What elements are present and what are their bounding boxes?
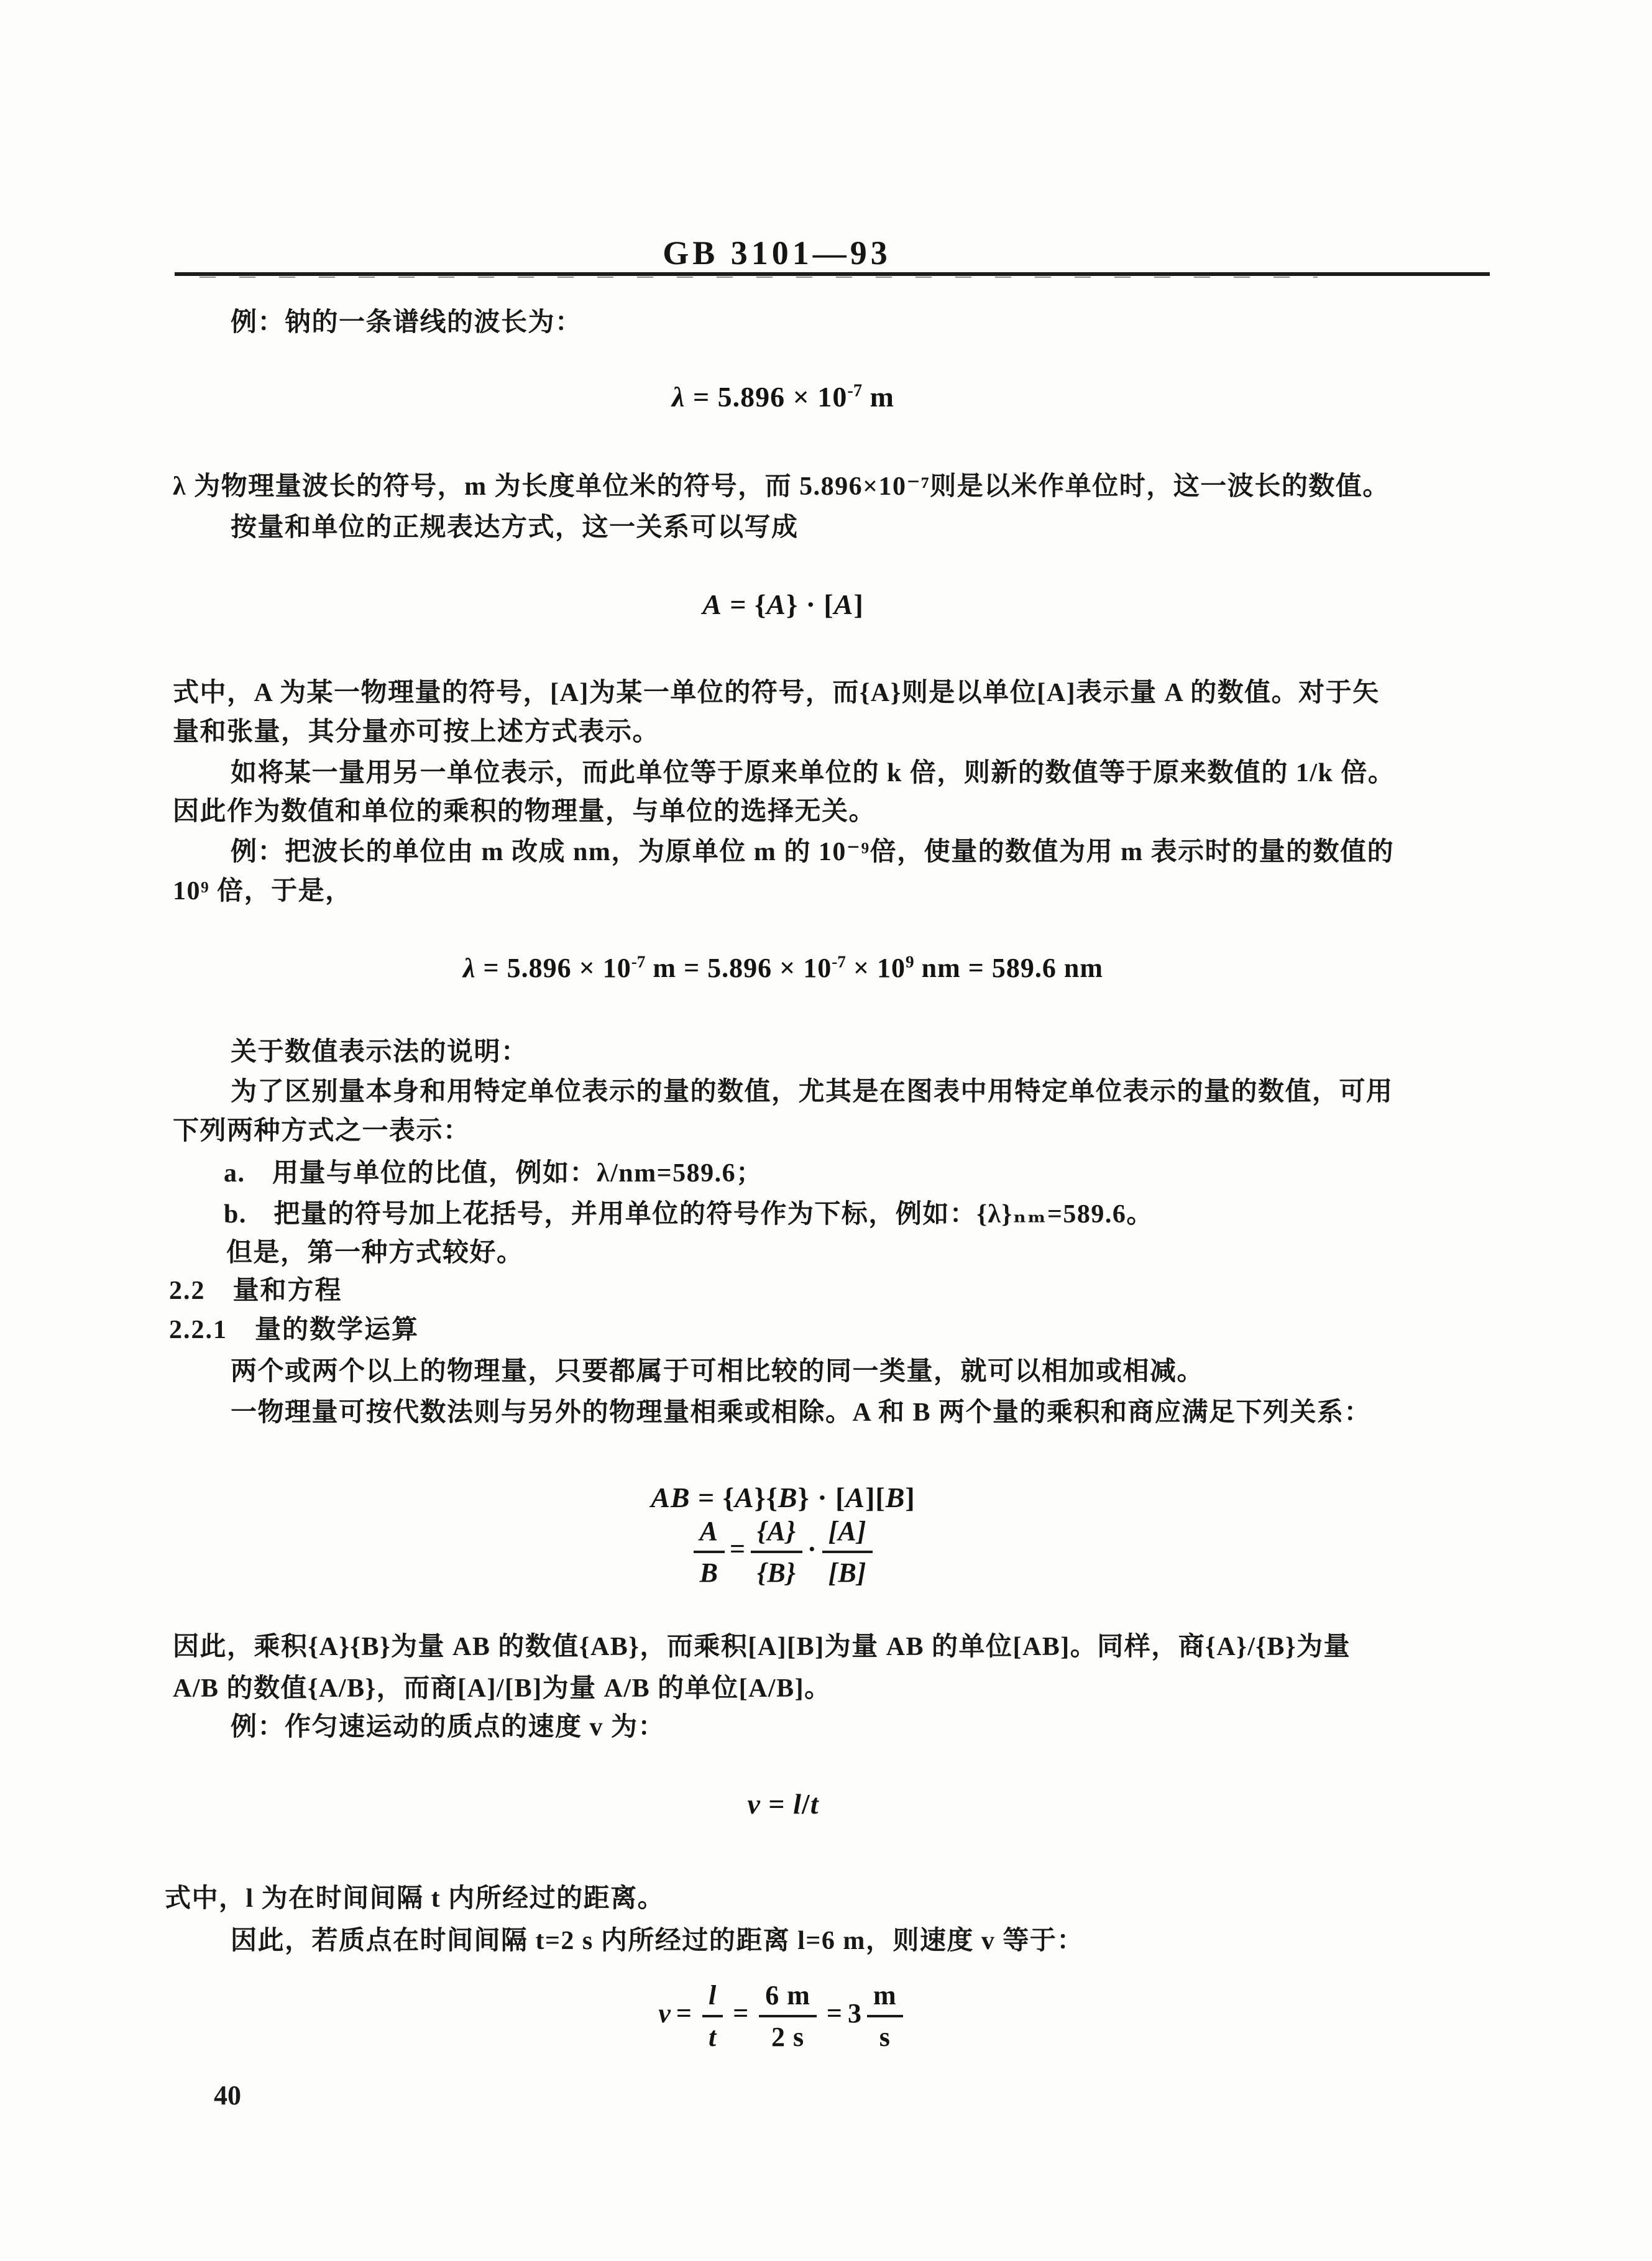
- formula-token: ]: [853, 589, 864, 620]
- fraction: [867, 1979, 903, 2053]
- fraction-numerator: {A}: [751, 1515, 802, 1553]
- section-heading-2-2: 2.2 量和方程: [169, 1277, 342, 1305]
- formula-token: ]: [905, 1482, 915, 1513]
- formula-token: =: [676, 1998, 692, 2029]
- formula-token: B: [885, 1482, 906, 1513]
- formula-token: 3: [848, 1998, 862, 2029]
- formula-quotient: [0, 1515, 1566, 1589]
- formula-token: t: [810, 1788, 819, 1820]
- formula-token: =: [826, 1998, 843, 2029]
- formula-token: /: [801, 1788, 810, 1820]
- header-divider: [175, 272, 1490, 276]
- text-line: 如将某一量用另一单位表示，而此单位等于原来单位的 k 倍，则新的数值等于原来数值的 1/k 倍。: [231, 759, 1395, 787]
- fraction-numerator: m: [867, 1979, 903, 2017]
- fraction-denominator: {B}: [757, 1557, 797, 1588]
- formula-product: [0, 1481, 1566, 1514]
- formula-velocity: [0, 1787, 1566, 1820]
- fraction-denominator: B: [699, 1557, 718, 1588]
- fraction-numerator: l: [702, 1979, 723, 2017]
- text-line: 因此作为数值和单位的乘积的物理量，与单位的选择无关。: [173, 797, 876, 826]
- formula-token: A: [734, 1482, 755, 1513]
- formula-wavelength-conversion: [0, 952, 1566, 984]
- standard-code-header: GB 3101—93: [663, 234, 891, 272]
- formula-token: m: [862, 381, 894, 413]
- formula-token: v: [747, 1788, 761, 1820]
- formula-token: ][: [865, 1482, 886, 1513]
- fraction-numerator: A: [694, 1515, 725, 1553]
- text-line-example-sodium: 例：钠的一条谱线的波长为：: [231, 308, 582, 337]
- formula-token: λ: [672, 381, 686, 413]
- fraction: [751, 1515, 802, 1589]
- formula-token: =: [733, 1998, 750, 2029]
- formula-token: × 10: [845, 953, 906, 983]
- fraction-denominator: [B]: [828, 1557, 867, 1588]
- fraction: [822, 1515, 873, 1589]
- list-item-b: b. 把量的符号加上花括号，并用单位的符号作为下标，例如：{λ}ₙₘ=589.6。: [224, 1200, 1154, 1229]
- formula-token: AB: [651, 1482, 691, 1513]
- text-line: 因此，若质点在时间间隔 t=2 s 内所经过的距离 l=6 m，则速度 v 等于：: [231, 1927, 1084, 1955]
- formula-token: A: [702, 589, 722, 620]
- section-heading-2-2-1: 2.2.1 量的数学运算: [169, 1316, 420, 1344]
- formula-quantity-unit: [0, 588, 1566, 621]
- formula-exponent: 9: [906, 952, 914, 971]
- text-line: 为了区别量本身和用特定单位表示的量的数值，尤其是在图表中用特定单位表示的量的数值，可用: [231, 1078, 1393, 1106]
- formula-token: A: [766, 589, 786, 620]
- fraction: [702, 1979, 723, 2053]
- text-line: 下列两种方式之一表示：: [173, 1117, 470, 1145]
- fraction: [759, 1979, 817, 2053]
- text-line: 量和张量，其分量亦可按上述方式表示。: [173, 718, 660, 746]
- formula-token: =: [729, 1534, 746, 1565]
- text-line: 10⁹ 倍，于是，: [173, 877, 352, 906]
- fraction-denominator: s: [879, 2022, 891, 2052]
- formula-token: } · [: [797, 1482, 846, 1513]
- text-line: 按量和单位的正规表达方式，这一关系可以写成: [231, 513, 799, 542]
- fraction-numerator: 6 m: [759, 1979, 817, 2017]
- text-line-note-title: 关于数值表示法的说明：: [231, 1038, 528, 1066]
- text-line: 式中，l 为在时间间隔 t 内所经过的距离。: [165, 1884, 665, 1913]
- formula-token: nm = 589.6 nm: [914, 953, 1103, 983]
- formula-token: } · [: [786, 589, 834, 620]
- formula-exponent: -7: [832, 952, 846, 971]
- formula-token: = {: [722, 589, 767, 620]
- formula-token: m = 5.896 × 10: [645, 953, 832, 983]
- formula-token: A: [845, 1482, 866, 1513]
- formula-wavelength: [0, 380, 1566, 413]
- formula-exponent: -7: [847, 381, 863, 401]
- formula-token: }{: [754, 1482, 778, 1513]
- formula-token: = 5.896 × 10: [475, 953, 631, 983]
- text-line: A/B 的数值{A/B}，而商[A]/[B]为量 A/B 的单位[A/B]。: [173, 1674, 832, 1703]
- formula-token: ·: [807, 1534, 817, 1565]
- text-line: 两个或两个以上的物理量，只要都属于可相比较的同一类量，就可以相加或相减。: [231, 1357, 1205, 1386]
- formula-token: B: [778, 1482, 798, 1513]
- page-number: 40: [214, 2080, 241, 2111]
- formula-token: = {: [690, 1482, 735, 1513]
- formula-token: = 5.896 × 10: [685, 381, 848, 413]
- formula-token: λ: [463, 953, 476, 983]
- formula-exponent: -7: [631, 952, 646, 971]
- fraction-numerator: [A]: [822, 1515, 873, 1553]
- list-item-a: a. 用量与单位的比值，例如：λ/nm=589.6；: [224, 1159, 763, 1188]
- formula-velocity-result: [0, 1979, 1566, 2053]
- text-line: 一物理量可按代数法则与另外的物理量相乘或相除。A 和 B 两个量的乘积和商应满足下列关系：: [231, 1398, 1372, 1427]
- formula-token: v: [658, 1998, 671, 2029]
- formula-token: =: [760, 1788, 794, 1820]
- formula-token: l: [793, 1788, 802, 1820]
- fraction: [694, 1515, 725, 1589]
- text-line-example-velocity: 例：作匀速运动的质点的速度 v 为：: [231, 1713, 666, 1741]
- text-line: 但是，第一种方式较好。: [226, 1239, 524, 1267]
- text-line: λ 为物理量波长的符号，m 为长度单位米的符号，而 5.896×10⁻⁷则是以米作单位时，这一波长的数值。: [173, 472, 1390, 501]
- text-line: 例：把波长的单位由 m 改成 nm，为原单位 m 的 10⁻⁹倍，使量的数值为用 m 表示时的量的数值的: [231, 838, 1395, 866]
- fraction-denominator: 2 s: [771, 2022, 805, 2052]
- text-line: 式中，A 为某一物理量的符号，[A]为某一单位的符号，而{A}则是以单位[A]表示量 A 的数值。对于矢: [173, 679, 1380, 707]
- fraction-denominator: t: [708, 2022, 717, 2052]
- formula-token: A: [833, 589, 854, 620]
- text-line: 因此，乘积{A}{B}为量 AB 的数值{AB}，而乘积[A][B]为量 AB 的单位[AB]。同样，商{A}/{B}为量: [173, 1633, 1351, 1661]
